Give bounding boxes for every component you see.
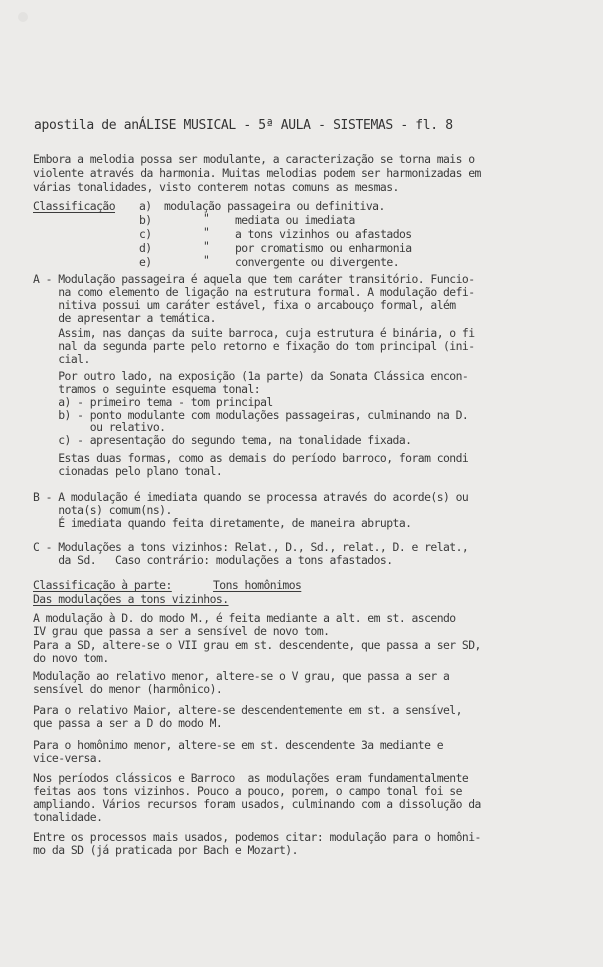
classification-letter: c): [139, 227, 152, 241]
para-line: que passa a ser a D do modo M.: [33, 716, 223, 730]
classification-letter: b): [139, 213, 152, 227]
section-a-line: nal da segunda parte pelo retorno e fixação do tom principal (ini-: [33, 339, 475, 353]
classification-item: por cromatismo ou enharmonia: [235, 241, 412, 255]
section-a-line: A - Modulação passageira é aquela que tem caráter transitório. Funcio-: [33, 272, 475, 286]
classification-item: a tons vizinhos ou afastados: [235, 227, 412, 241]
section-a-line: nitiva possui um caráter estável, fixa o arcabouço formal, além: [33, 298, 456, 312]
section-a-line: cial.: [33, 352, 90, 366]
section-a2-line: tramos o seguinte esquema tonal:: [33, 382, 261, 396]
section-a-line: de apresentar a temática.: [33, 311, 216, 325]
classification-item: modulação passageira ou definitiva.: [164, 199, 385, 213]
para-line: Nos períodos clássicos e Barroco as modulações eram fundamentalmente: [33, 771, 469, 785]
classification-item: convergente ou divergente.: [235, 255, 400, 269]
section-c-line: C - Modulações a tons vizinhos: Relat., D., Sd., relat., D. e relat.,: [33, 540, 469, 554]
para-line: ampliando. Vários recursos foram usados, culminando com a dissolução da: [33, 797, 481, 811]
subheading-line: Das modulações a tons vizinhos.: [33, 592, 229, 606]
para-line: Entre os processos mais usados, podemos citar: modulação para o homôni-: [33, 830, 481, 844]
classification-label: Classificação: [33, 199, 116, 213]
ditto-mark: ": [203, 225, 210, 239]
classification-letter: d): [139, 241, 152, 255]
section-a2-line: c) - apresentação do segundo tema, na tonalidade fixada.: [33, 433, 412, 447]
section-a-line: Assim, nas danças da suite barroca, cuja estrutura é binária, o fi: [33, 326, 475, 340]
classification-item: mediata ou imediata: [235, 213, 355, 227]
section-b-line: B - A modulação é imediata quando se processa através do acorde(s) ou: [33, 490, 469, 504]
intro-line: violente através da harmonia. Muitas melodias podem ser harmonizadas em: [33, 166, 481, 180]
section-a2-line: ou relativo.: [33, 420, 166, 434]
para-line: IV grau que passa a ser a sensível de novo tom.: [33, 624, 330, 638]
para-line: Para a SD, altere-se o VII grau em st. descendente, que passa a ser SD,: [33, 638, 481, 652]
section-b-line: nota(s) comum(ns).: [33, 503, 172, 517]
section-a2-line: a) - primeiro tema - tom principal: [33, 395, 273, 409]
para-line: do novo tom.: [33, 651, 109, 665]
section-a2-line: b) - ponto modulante com modulações passageiras, culminando na D.: [33, 408, 469, 422]
page-header: apostila de anÁLISE MUSICAL - 5ª AULA - SISTEMAS - fl. 8: [34, 118, 453, 133]
para-line: Para o relativo Maior, altere-se descendentemente em st. a sensível,: [33, 703, 462, 717]
ditto-mark: ": [203, 211, 210, 225]
para-line: sensível do menor (harmônico).: [33, 682, 223, 696]
subheading-topic: Tons homônimos: [213, 578, 302, 592]
paper-mark: [18, 12, 28, 22]
intro-line: várias tonalidades, visto conterem notas comuns as mesmas.: [33, 180, 399, 194]
para-line: tonalidade.: [33, 810, 103, 824]
section-a2-line: Por outro lado, na exposição (1a parte) da Sonata Clássica encon-: [33, 369, 469, 383]
classification-letter: e): [139, 255, 152, 269]
para-line: Para o homônimo menor, altere-se em st. descendente 3a mediante e: [33, 738, 444, 752]
intro-line: Embora a melodia possa ser modulante, a caracterização se torna mais o: [33, 152, 475, 166]
section-a3-line: cionadas pelo plano tonal.: [33, 464, 223, 478]
para-line: vice-versa.: [33, 751, 103, 765]
para-line: A modulação à D. do modo M., é feita mediante a alt. em st. ascendo: [33, 611, 456, 625]
classification-letter: a): [139, 199, 152, 213]
section-c-line: da Sd. Caso contrário: modulações a tons afastados.: [33, 553, 393, 567]
para-line: feitas aos tons vizinhos. Pouco a pouco, porem, o campo tonal foi se: [33, 784, 462, 798]
ditto-mark: ": [203, 253, 210, 267]
ditto-mark: ": [203, 239, 210, 253]
para-line: mo da SD (já praticada por Bach e Mozart).: [33, 843, 298, 857]
section-a3-line: Estas duas formas, como as demais do período barroco, foram condi: [33, 451, 469, 465]
subheading-label: Classificação à parte:: [33, 578, 172, 592]
para-line: Modulação ao relativo menor, altere-se o V grau, que passa a ser a: [33, 669, 450, 683]
section-a-line: na como elemento de ligação na estrutura formal. A modulação defi-: [33, 285, 475, 299]
section-b-line: É imediata quando feita diretamente, de maneira abrupta.: [33, 516, 412, 530]
